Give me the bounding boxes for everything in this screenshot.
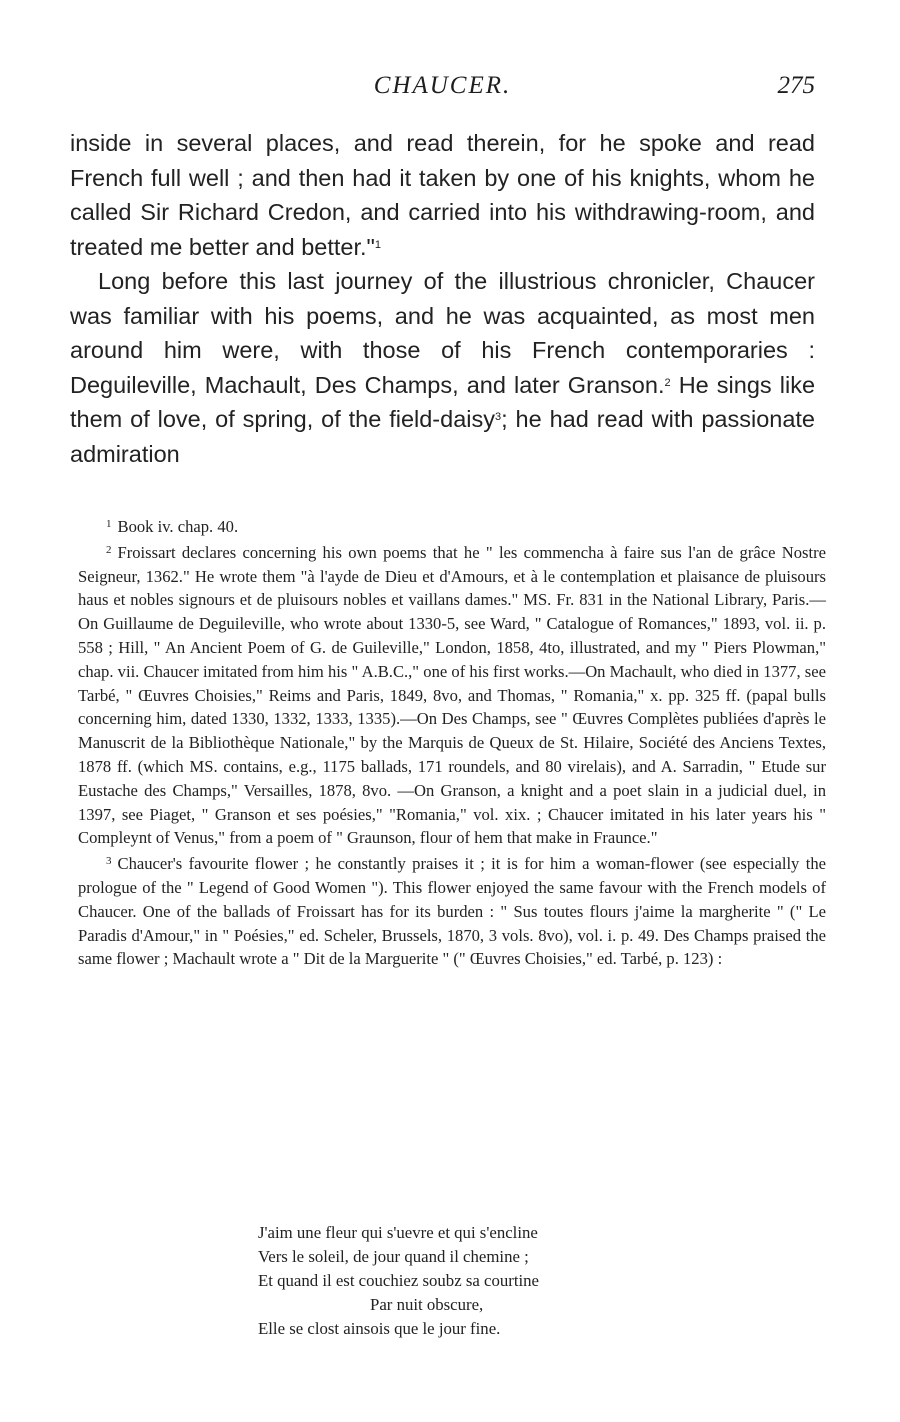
footnote-ref-3: 3 xyxy=(495,411,502,423)
footnote-2-mark: 2 xyxy=(106,543,112,556)
paragraph-2-text-c: ; he had read with passionate admiration xyxy=(70,406,816,467)
poem-line: Par nuit obscure, xyxy=(370,1295,484,1314)
footnote-3-text: Chaucer's favourite flower ; he constantly praises it ; it is for him a woman-flower (see especially the prologue of the " Legend of Good Women "). This flower enjoyed the same favour with the French models of Chaucer. One of the ballads of Froissart has for its burden : " Sus toutes flours j'aime la margherite " (" Le Paradis d'Amour," in " Poésies," ed. Scheler, Brussels, 1870, 3 vols. 8vo), vol. i. p. 49. Des Champs praised the same flower ; Machault wrote a " Dit de la Marguerite " (" Œuvres Choisies," ed. Tarbé, p. 123) : xyxy=(78,854,826,969)
poem-quotation xyxy=(258,1221,718,1341)
main-text xyxy=(70,126,815,471)
poem-line: Et quand il est couchiez soubz sa courtine xyxy=(258,1271,539,1290)
paragraph-1-text: inside in several places, and read therein, for he spoke and read French full well ; and then had it taken by one of his knights, whom he called Sir Richard Credon, and carried into his withdrawing-room, and treated me better and better." xyxy=(70,130,815,260)
footnotes xyxy=(78,513,826,971)
paragraph-2 xyxy=(70,264,815,471)
footnote-2 xyxy=(78,539,826,850)
poem-line: Elle se clost ainsois que le jour fine. xyxy=(258,1319,501,1338)
running-title: CHAUCER. xyxy=(373,72,512,99)
poem-line: J'aim une fleur qui s'uevre et qui s'encline xyxy=(258,1223,538,1242)
page-number: 275 xyxy=(777,72,815,99)
paragraph-2-text-b: He sings like them of love, of spring, of the field-daisy xyxy=(70,371,816,432)
footnote-3 xyxy=(78,850,826,971)
paragraph-1 xyxy=(70,126,815,264)
footnote-3-mark: 3 xyxy=(106,855,112,868)
footnote-1-text: Book iv. chap. 40. xyxy=(117,517,239,536)
footnote-1-mark: 1 xyxy=(106,518,112,530)
running-head xyxy=(70,70,815,104)
paragraph-2-text-a: Long before this last journey of the illustrious chronicler, Chaucer was familiar with his poems, and he was acquainted, as most men around him were, with those of his French contemporaries : Deguileville, Machault, Des Champs, and later Granson. xyxy=(70,268,815,398)
footnote-2-text: Froissart declares concerning his own poems that he " les commencha à faire sus l'an de grâce Nostre Seigneur, 1362." He wrote them "à l'ayde de Dieu et d'Amours, et à le contemplation et plaisance de pluisours haus et nobles signours et de pluisours nobles et vaillans dames." MS. Fr. 831 in the National Library, Paris.—On Guillaume de Deguileville, who wrote about 1330-5, see Ward, " Catalogue of Romances," 1893, vol. ii. p. 558 ; Hill, " An Ancient Poem of G. de Guileville," London, 1858, 4to, illustrated, and my " Piers Plowman," chap. vii. Chaucer imitated from him his " A.B.C.," one of his first works.—On Machault, who died in 1377, see Tarbé, " Œuvres Choisies," Reims and Paris, 1849, 8vo, and Thomas, " Romania," x. pp. 325 ff. (papal bulls concerning him, dated 1330, 1332, 1333, 1335).—On Des Champs, see " Œuvres Complètes publiées d'après le Manuscrit de la Bibliothèque Nationale," by the Marquis de Queux de St. Hilaire, Société des Anciens Textes, 1878 ff. (which MS. contains, e.g., 1175 ballads, 171 roundels, and 80 virelais), and A. Sarradin, " Etude sur Eustache des Champs," Versailles, 1878, 8vo. —On Granson, a knight and a poet slain in a judicial duel, in 1397, see Piaget, " Granson et ses poésies," "Romania," vol. xix. ; Chaucer imitated in his later years his " Compleynt of Venus," from a poem of " Graunson, flour of hem that make in Fraunce." xyxy=(78,542,826,848)
footnote-ref-2: 2 xyxy=(664,376,671,389)
footnote-ref-1: 1 xyxy=(374,238,382,251)
poem-line: Vers le soleil, de jour quand il chemine ; xyxy=(258,1247,529,1266)
footnote-1 xyxy=(78,513,826,539)
